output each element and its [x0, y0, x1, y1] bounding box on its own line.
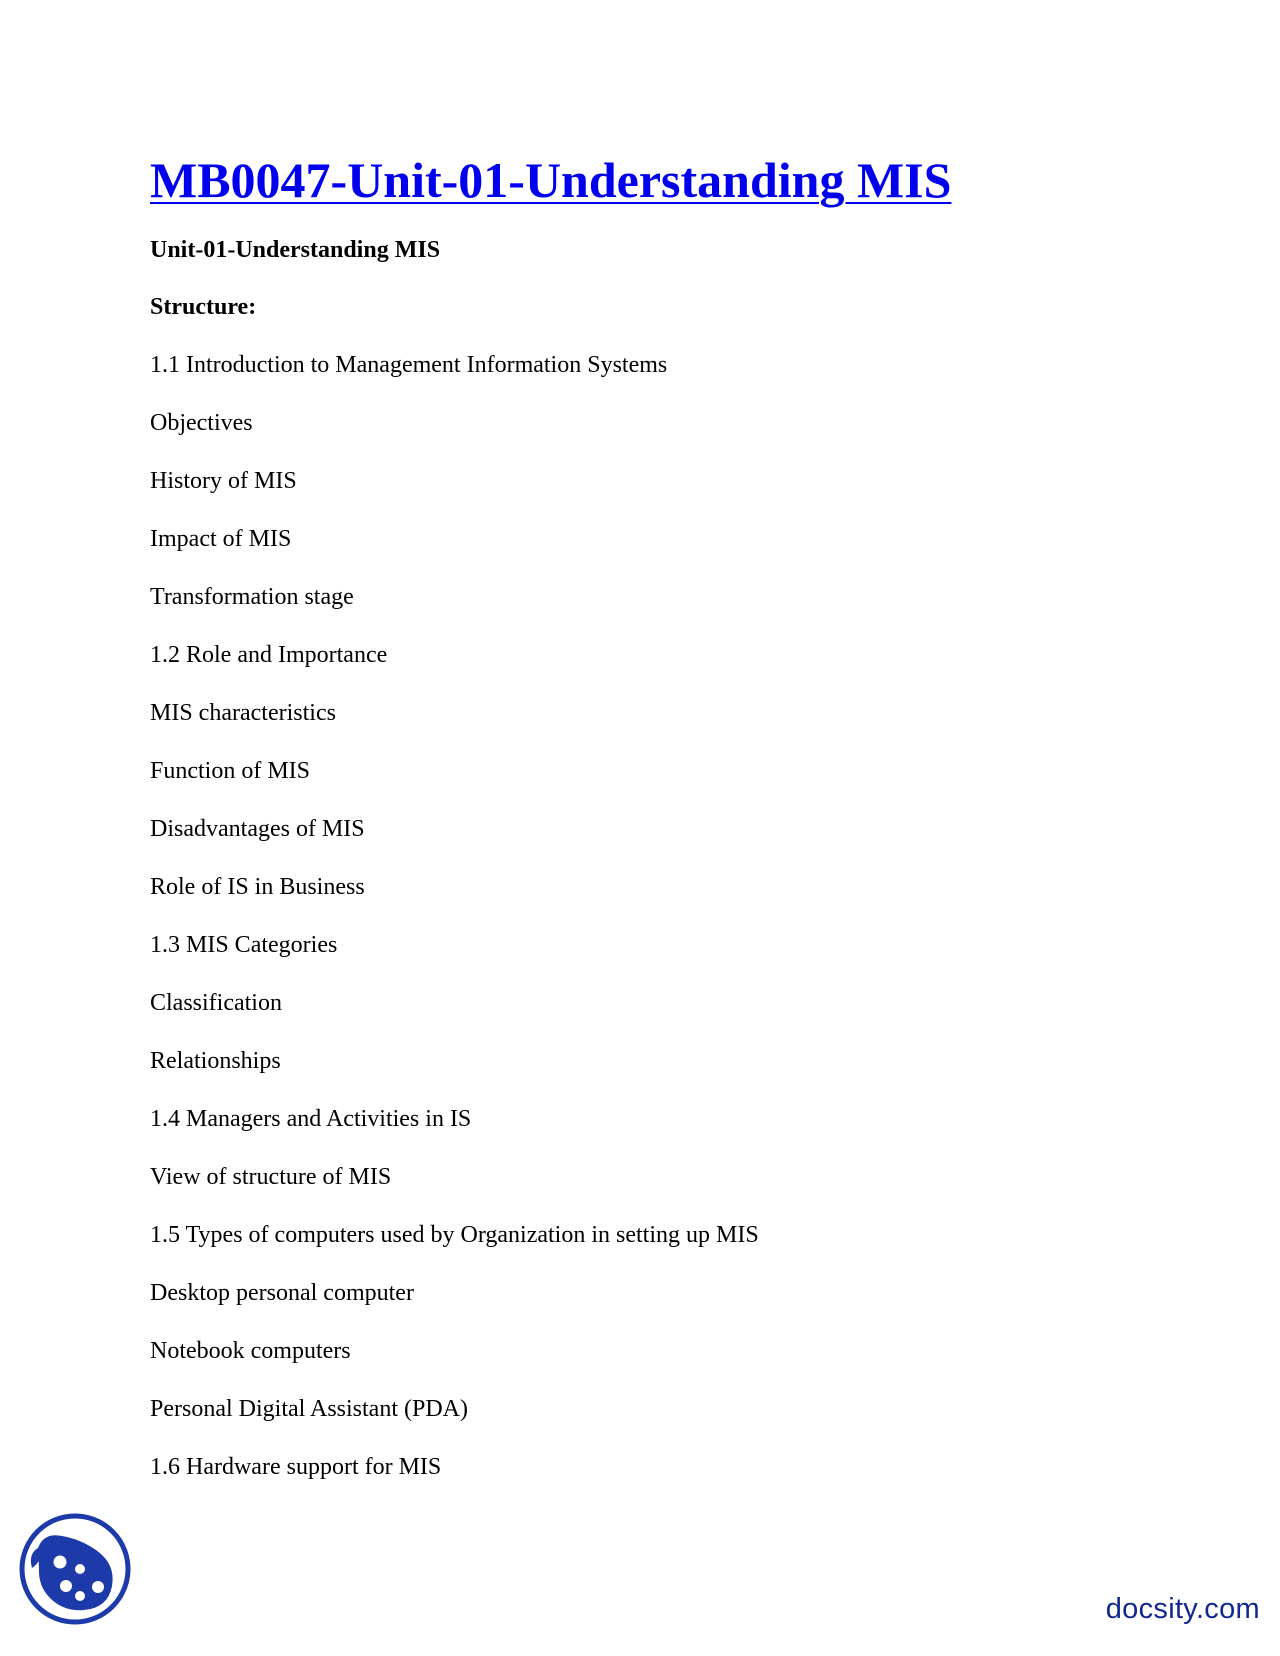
list-item: 1.4 Managers and Activities in IS — [150, 1106, 472, 1132]
list-item: History of MIS — [150, 468, 297, 494]
list-item: Impact of MIS — [150, 526, 292, 552]
list-item: Desktop personal computer — [150, 1280, 414, 1306]
docsity-brand-text: docsity.com — [1105, 1593, 1260, 1625]
list-item: 1.3 MIS Categories — [150, 932, 338, 958]
document-title-link[interactable]: MB0047-Unit-01-Understanding MIS — [150, 152, 952, 208]
list-item: Classification — [150, 990, 282, 1016]
structure-list — [150, 350, 759, 1510]
list-item: MIS characteristics — [150, 700, 336, 726]
list-item: Objectives — [150, 410, 253, 436]
list-item: 1.1 Introduction to Management Information Systems — [150, 352, 668, 378]
unit-subtitle: Unit-01-Understanding MIS — [150, 237, 441, 263]
list-item: 1.6 Hardware support for MIS — [150, 1454, 442, 1480]
list-item: Transformation stage — [150, 584, 354, 610]
list-item: View of structure of MIS — [150, 1164, 392, 1190]
list-item: Personal Digital Assistant (PDA) — [150, 1396, 468, 1422]
list-item: Relationships — [150, 1048, 281, 1074]
list-item: Disadvantages of MIS — [150, 816, 365, 842]
list-item: Role of IS in Business — [150, 874, 365, 900]
list-item: 1.5 Types of computers used by Organization in setting up MIS — [150, 1222, 759, 1248]
list-item: 1.2 Role and Importance — [150, 642, 388, 668]
list-item: Function of MIS — [150, 758, 311, 784]
docsity-logo-icon[interactable] — [18, 1512, 132, 1626]
list-item: Notebook computers — [150, 1338, 351, 1364]
structure-heading: Structure: — [150, 294, 257, 320]
